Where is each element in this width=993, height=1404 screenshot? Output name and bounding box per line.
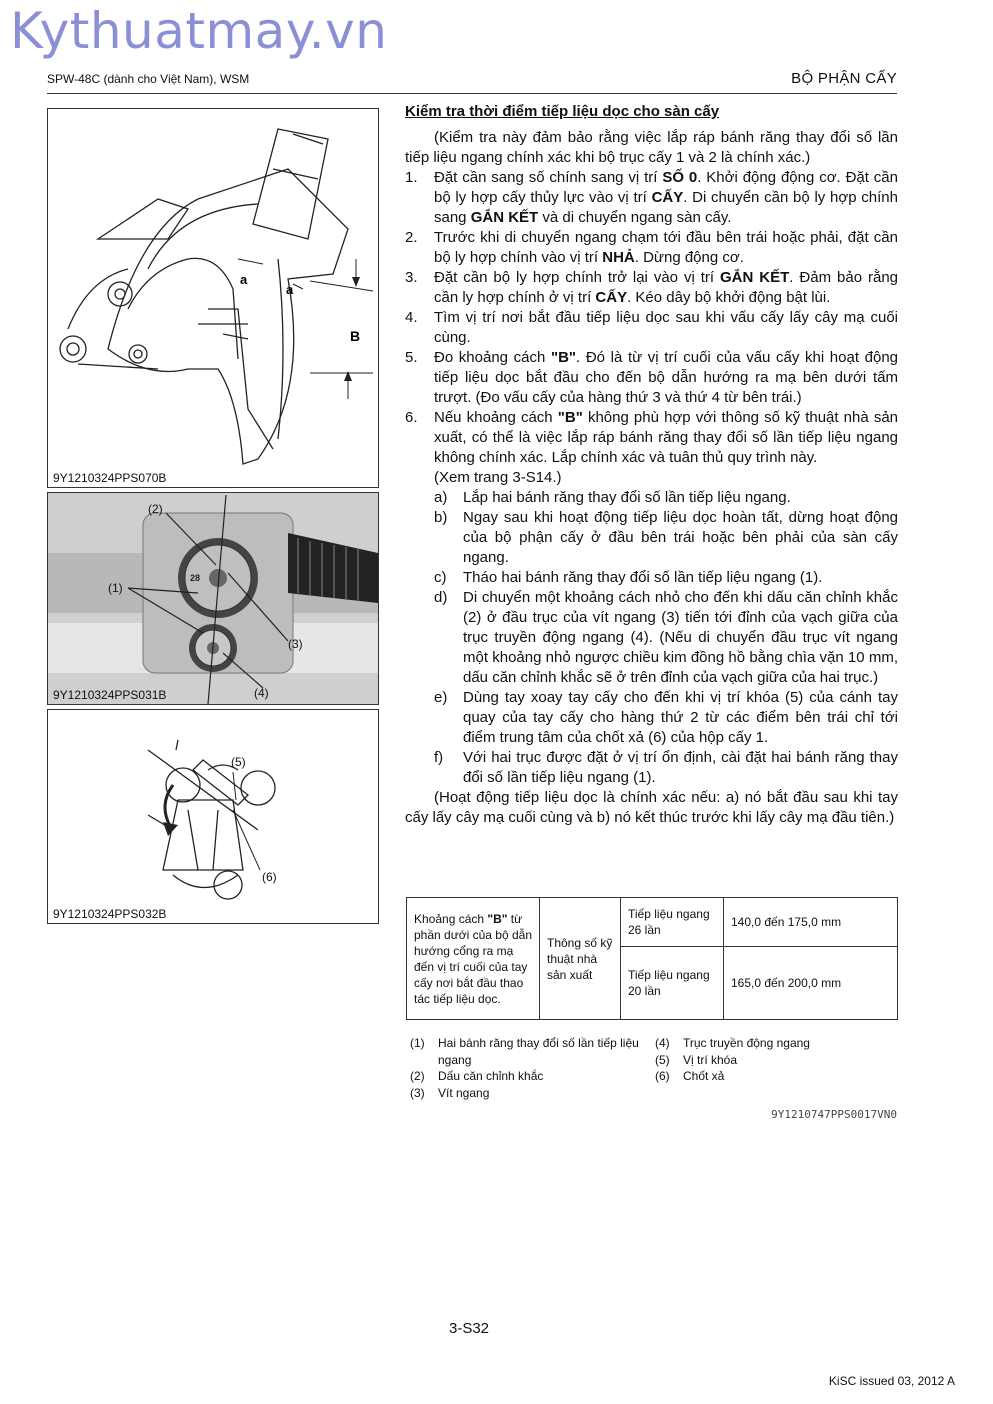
- spec-value: 140,0 đến 175,0 mm: [724, 898, 898, 947]
- document-code: 9Y1210747PPS0017VN0: [771, 1108, 897, 1121]
- procedure-text: [405, 102, 898, 828]
- footer-issue: KiSC issued 03, 2012 A: [828, 1374, 955, 1388]
- substep-item: f) Với hai trục được đặt ở vị trí ổn định, cài đặt hai bánh răng thay đổi số lần tiếp liệu ngang (1).: [434, 749, 898, 786]
- label-4: (4): [254, 686, 269, 700]
- page-reference: (Xem trang 3-S14.): [434, 469, 562, 486]
- label-a-2: a: [286, 282, 294, 297]
- spec-mode: Tiếp liệu ngang 20 lần: [621, 947, 724, 1020]
- step-item: [405, 228, 898, 268]
- planting-arm-drawing: [48, 109, 378, 487]
- header-manual-title: SPW-48C (dành cho Việt Nam), WSM: [47, 72, 250, 86]
- figure-lock-position: [47, 709, 379, 924]
- gear-tooth-count: 28: [190, 573, 201, 583]
- substep-item: d) Di chuyển một khoảng cách nhỏ cho đến khi dấu căn chỉnh khắc (2) ở đầu trục của vít ngang (3) tiến tới đỉnh của vạch giữa của trục truyền động ngang (4). (Nếu di chuyển đầu trục vít ngang một khoảng nhỏ ngược chiều kim đồng hồ bằng chìa vặn 10 mm, dấu căn chỉnh khắc sẽ ở trên đỉnh của vạch giữa của hai trục.): [434, 589, 898, 686]
- legend-item: (1) Hai bánh răng thay đổi số lần tiếp liệu ngang: [410, 1036, 639, 1067]
- substep-item: b) Ngay sau khi hoạt động tiếp liệu dọc hoàn tất, dừng hoạt động của bộ phận cấy ở đầu bên trái hoặc bên phải của sàn cấy ngang.: [434, 509, 898, 566]
- step-text: Tìm vị trí nơi bắt đầu tiếp liệu dọc sau khi vấu cấy lấy cây mạ cuối cùng.: [434, 309, 898, 346]
- spec-value: 165,0 đến 200,0 mm: [724, 947, 898, 1020]
- step-number: 1.: [405, 169, 418, 186]
- lock-position-drawing: [48, 710, 378, 923]
- substep-item: e) Dùng tay xoay tay cấy cho đến khi vị trí khóa (5) của cánh tay quay của tay cấy cho hàng thứ 2 từ các điểm bên trái chỉ tới điểm trung tâm của chốt xả (6) của hộp cấy 1.: [434, 689, 898, 746]
- spec-type: Thông số kỹ thuật nhà sản xuất: [540, 898, 621, 1020]
- figure-caption: 9Y1210324PPS031B: [53, 688, 167, 702]
- watermark: Kythuatmay.vn: [10, 2, 388, 60]
- step-number: 4.: [405, 309, 418, 326]
- gear-photo-drawing: [48, 493, 378, 704]
- intro-paragraph: (Kiểm tra này đảm bảo rằng việc lắp ráp bánh răng thay đổi số lần tiếp liệu ngang chính xác khi bộ trục cấy 1 và 2 là chính xác.): [405, 129, 898, 166]
- step-item: [405, 268, 898, 308]
- label-6: (6): [262, 870, 277, 884]
- figure-caption: 9Y1210324PPS070B: [53, 471, 167, 485]
- step-item: [405, 408, 898, 468]
- substep-item: a) Lắp hai bánh răng thay đổi số lần tiếp liệu ngang.: [434, 489, 791, 506]
- header-section-title: BỘ PHẬN CẤY: [791, 70, 897, 87]
- step-text: Đo khoảng cách "B". Đó là từ vị trí cuối của vấu cấy khi hoạt động tiếp liệu dọc bắt đầu cho đến bộ dẫn hướng ra mạ bên dưới tấm trượt. (Đo vấu cấy của hàng thứ 3 và thứ 4 từ bên trái.): [434, 349, 898, 406]
- legend-item: (3) Vít ngang: [410, 1085, 490, 1100]
- step-item: [405, 168, 898, 228]
- closing-paragraph: (Hoạt động tiếp liệu dọc là chính xác nếu: a) nó bắt đầu sau khi tay cấy lấy cây mạ cuối cùng và b) nó kết thúc trước khi lấy cây mạ đầu tiên.): [405, 789, 898, 826]
- label-a-1: a: [240, 272, 248, 287]
- step-item: [405, 308, 898, 348]
- figure-planting-arm: [47, 108, 379, 488]
- figure-caption: 9Y1210324PPS032B: [53, 907, 167, 921]
- spec-table: [406, 897, 898, 1020]
- spec-description: Khoảng cách "B" từ phần dưới của bộ dẫn hướng cổng ra mạ đến vị trí cuối của tay cấy nơi bắt đầu thao tác tiếp liệu dọc.: [407, 898, 540, 1020]
- legend-item: (4) Trục truyền động ngang: [655, 1036, 810, 1050]
- step-number: 5.: [405, 349, 418, 366]
- step-text: Nếu khoảng cách "B" không phù hợp với thông số kỹ thuật nhà sản xuất, có thể là việc lắp ráp bánh răng thay đổi số lần tiếp liệu ngang không chính xác. Lắp chính xác và tuân thủ quy trình này.: [434, 409, 899, 466]
- step-number: 2.: [405, 229, 418, 246]
- section-title: Kiểm tra thời điểm tiếp liệu dọc cho sàn cấy: [405, 103, 720, 120]
- substep-item: c) Tháo hai bánh răng thay đổi số lần tiếp liệu ngang (1).: [434, 569, 823, 586]
- figure-gear-photo: [47, 492, 379, 705]
- legend-item: (5) Vị trí khóa: [655, 1052, 738, 1067]
- legend-item: (2) Dấu căn chỉnh khắc: [410, 1069, 544, 1083]
- label-5: (5): [231, 755, 246, 769]
- page-number: 3-S32: [449, 1320, 490, 1337]
- legend-item: (6) Chốt xả: [655, 1069, 725, 1083]
- label-1: (1): [108, 581, 123, 595]
- header-divider: [47, 93, 897, 94]
- step-text: Trước khi di chuyển ngang chạm tới đầu bên trái hoặc phải, đặt cần bộ ly hợp chính vào vị trí NHẢ. Dừng động cơ.: [434, 229, 898, 266]
- step-text: Đặt cần bộ ly hợp chính trở lại vào vị trí GẮN KẾT. Đảm bảo rằng cần ly hợp chính ở vị trí CẤY. Kéo dây bộ khởi động bật lùi.: [434, 269, 898, 306]
- step-number: 3.: [405, 269, 418, 286]
- step-number: 6.: [405, 409, 418, 426]
- label-b: B: [350, 328, 361, 344]
- spec-mode: Tiếp liệu ngang 26 lần: [621, 898, 724, 947]
- step-item: [405, 348, 898, 408]
- label-3: (3): [288, 637, 303, 651]
- step-text: Đặt cần sang số chính sang vị trí SỐ 0. Khởi động động cơ. Đặt cần bộ ly hợp cấy thủy lực vào vị trí CẤY. Di chuyển cần bộ ly hợp chính sang GẮN KẾT và di chuyển ngang sàn cấy.: [434, 169, 898, 226]
- label-2: (2): [148, 502, 163, 516]
